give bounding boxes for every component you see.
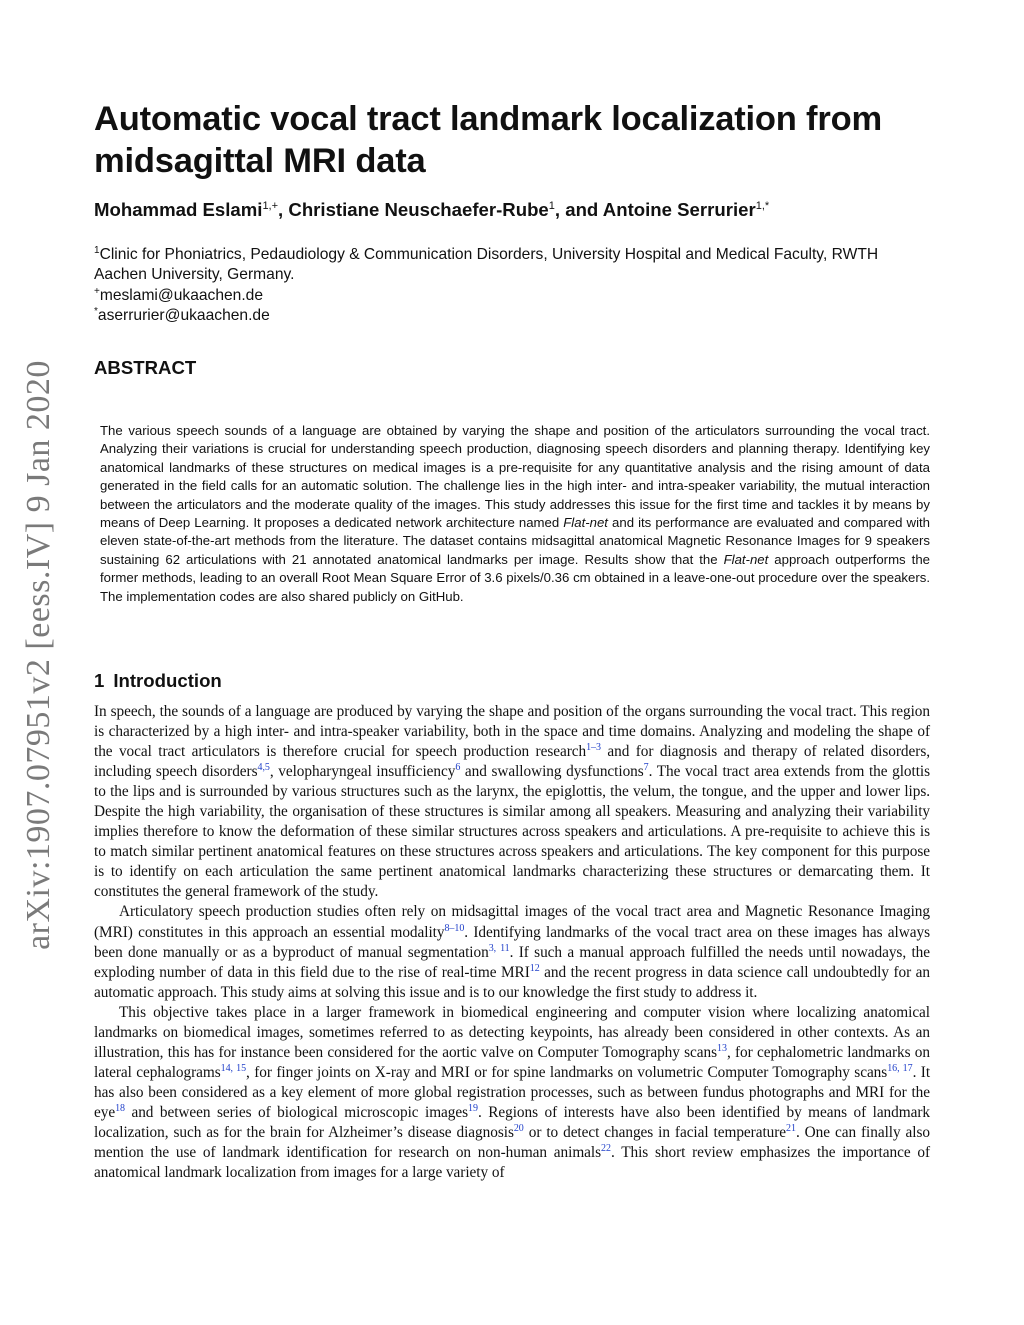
paragraph-run: . Identifying landmarks of the vocal tract area on these images has always been done manually or as a byproduct of manual segmentation <box>94 923 930 961</box>
abstract-run: The various speech sounds of a language are obtained by varying the shape and position of the articulators surrounding the vocal tract. Analyzing their variations is crucial for understanding speech production, diagnosing speech disorders and planning therapy. Identifying key anatomical landmarks of these structures on medical images is a pre-requisite for any quantitative analysis and the rising amount of data generated in the field calls for an automatic solution. The challenge lies in the high inter- and intra-speaker variability, the mutual interaction between the articulators and the moderate quality of the images. This study addresses this issue for the first time and tackles it by means by means of Deep Learning. It proposes a dedicated network architecture named <box>100 423 930 531</box>
abstract-heading: ABSTRACT <box>94 357 197 378</box>
arxiv-stamp-text: arXiv:1907.07951v2 [eess.IV] 9 Jan 2020 <box>20 360 58 950</box>
paragraph-run: and for diagnosis and therapy of related disorders, including speech disorders <box>94 743 930 781</box>
method-name: Flat-net <box>723 551 769 567</box>
abstract-run: and its performance are evaluated and compared with eleven state-of-the-art methods from the literature. The dataset contains midsagittal anatomical Magnetic Resonance Images for 9 speakers sustaining 62 articulations with 21 annotated anatomical landmarks per image. Results show that the <box>100 515 931 567</box>
paragraph-run: . One can finally also mention the use of landmark identification for research on non-human animals <box>94 1123 930 1162</box>
affiliation-line <box>94 245 934 286</box>
author-affiliation-mark: 1,* <box>755 200 770 212</box>
citation-ref: 19 <box>468 1102 478 1114</box>
affiliation-mark: * <box>94 305 98 317</box>
intro-paragraph <box>94 902 930 1002</box>
section-number: 1 <box>94 670 105 691</box>
affiliation-mark: + <box>94 285 100 297</box>
paragraph-run: and swallowing dysfunctions <box>460 763 644 781</box>
paragraph-run: . If such a manual approach fulfilled the needs until nowadays, the exploding number of data in this field due to the rise of real-time MRI <box>94 943 930 981</box>
citation-ref: 13 <box>717 1042 727 1054</box>
affiliation-text: Clinic for Phoniatrics, Pedaudiology & Communication Disorders, University Hospital and Medical Faculty, RWTH Aachen University, Germany. <box>94 246 879 284</box>
citation-ref: 12 <box>529 962 540 974</box>
paragraph-run: This objective takes place in a larger framework in biomedical engineering and computer vision where localizing anatomical landmarks on biomedical images, sometimes referred to as detecting keypoints, has already been considered in other contexts. As an illustration, this has for instance been considered for the aortic valve on Computer Tomography scans <box>94 1003 930 1061</box>
paragraph-run: Articulatory speech production studies often rely on midsagittal images of the vocal tract area and Magnetic Resonance Imaging (MRI) constitutes in this approach an essential modality <box>94 903 930 941</box>
paper-title: Automatic vocal tract landmark localization from midsagittal MRI data <box>94 100 882 180</box>
paragraph-run: and between series of biological microscopic images <box>124 1103 469 1121</box>
abstract-run: approach outperforms the former methods, leading to an overall Root Mean Square Error of 3.6 pixels/0.36 cm obtained in a leave-one-out procedure over the speakers. The implementation codes are also shared publicly on GitHub. <box>100 551 930 604</box>
citation-ref: 22 <box>601 1143 611 1155</box>
citation-ref: 16, 17 <box>887 1062 913 1074</box>
citation-ref: 6 <box>455 762 461 774</box>
citation-ref: 18 <box>115 1102 125 1114</box>
affiliation-mark: 1 <box>94 245 100 256</box>
author-affiliation-mark: 1,+ <box>262 200 279 212</box>
affiliations <box>94 245 934 326</box>
paragraph-run: , for finger joints on X-ray and MRI or for spine landmarks on volumetric Computer Tomography scans <box>246 1063 888 1081</box>
author-name: Christiane Neuschaefer-Rube <box>288 199 549 220</box>
section-title: Introduction <box>113 670 222 691</box>
citation-ref: 7 <box>643 762 649 774</box>
paragraph-run: . This short review emphasizes the importance of anatomical landmark localization from images for a large variety of <box>94 1144 930 1182</box>
author-separator: , <box>278 199 289 220</box>
author-affiliation-mark: 1 <box>548 200 555 212</box>
author-name: Mohammad Eslami <box>94 199 263 220</box>
citation-ref: 20 <box>513 1122 524 1134</box>
citation-ref: 1–3 <box>586 742 601 754</box>
paragraph-run: . It has also been considered as a key element of more global registration processes, such as between fundus photographs and MRI for the eye <box>94 1063 931 1121</box>
citation-ref: 4,5 <box>257 762 270 774</box>
affiliation-text: meslami@ukaachen.de <box>99 286 264 304</box>
arxiv-identifier-stamp <box>10 360 68 950</box>
section-heading-introduction <box>94 670 222 692</box>
intro-paragraph <box>94 1003 930 1183</box>
author-separator: , and <box>554 199 603 220</box>
paragraph-run: In speech, the sounds of a language are produced by varying the shape and position of the organs surrounding the vocal tract. This region is characterized by a high inter- and intra-speaker variability, both in the space and time domains. Analyzing and modeling the shape of the vocal tract articulators is therefore crucial for speech production research <box>94 703 930 761</box>
abstract-text <box>100 422 930 606</box>
citation-ref: 14, 15 <box>220 1062 247 1074</box>
paragraph-run: . Regions of interests have also been identified by means of landmark localization, such as for the brain for Alzheimer’s disease diagnosis <box>94 1103 930 1141</box>
affiliation-line <box>94 306 934 326</box>
method-name: Flat-net <box>563 515 608 531</box>
intro-paragraph <box>94 702 930 902</box>
citation-ref: 8–10 <box>444 922 465 934</box>
author-list <box>94 197 944 223</box>
paragraph-run: or to detect changes in facial temperature <box>523 1123 787 1141</box>
paragraph-run: , for cephalometric landmarks on lateral cephalograms <box>94 1043 930 1081</box>
paragraph-run: , velopharyngeal insufficiency <box>269 763 456 781</box>
paragraph-run: and the recent progress in data science call undoubtedly for an automatic approach. This study aims at solving this issue and is to our knowledge the first study to address it. <box>94 963 931 1001</box>
introduction-body <box>94 702 930 1183</box>
affiliation-line <box>94 286 934 306</box>
citation-ref: 21 <box>786 1122 796 1134</box>
paragraph-run: . The vocal tract area extends from the glottis to the lips and is surrounded by various structures such as the larynx, the epiglottis, the velum, the tongue, and the upper and lower lips. Despite the high variability, the organisation of these structures is similar among all speakers. Measuring and analyzing their variability implies therefore to know the deformation of these similar structures across speakers and articulations. A pre-requisite to achieve this is to match similar pertinent anatomical features on these structures across speakers and articulations. The key component for this purpose is to identify on each articulation the same pertinent anatomical landmarks characterizing these structures or demarcating them. It constitutes the general framework of the study. <box>94 763 930 901</box>
author-name: Antoine Serrurier <box>602 199 756 220</box>
affiliation-text: aserrurier@ukaachen.de <box>97 306 270 324</box>
citation-ref: 3, 11 <box>488 942 510 954</box>
